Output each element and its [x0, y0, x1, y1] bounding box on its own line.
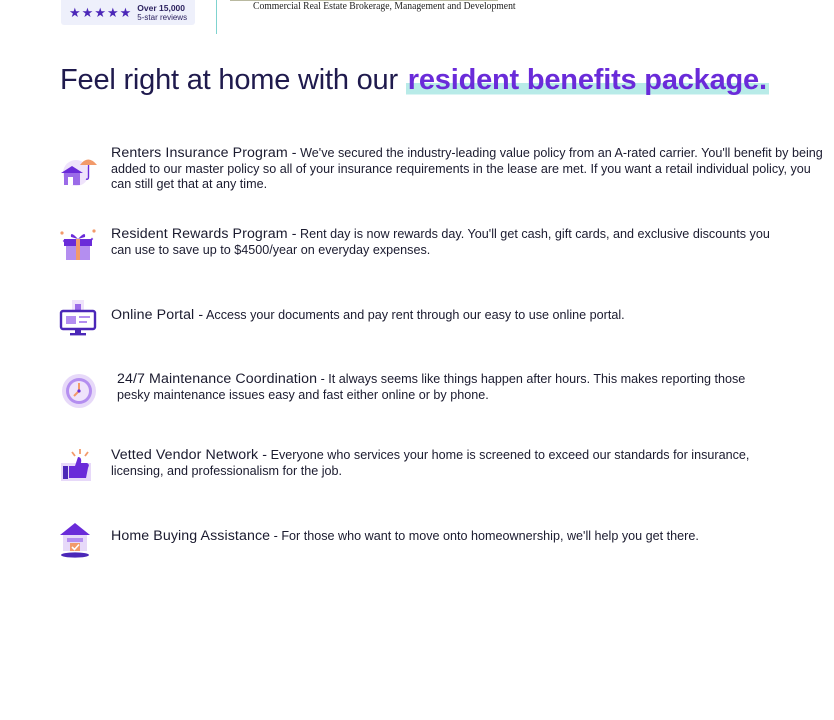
- rating-count: Over 15,000: [137, 2, 186, 13]
- rating-text: [137, 4, 187, 22]
- umbrella-house-icon: [58, 151, 96, 189]
- clock-icon: [58, 372, 96, 410]
- thumbs-up-icon: [58, 447, 96, 485]
- page-headline: [60, 64, 769, 97]
- star-icon: ★: [94, 5, 106, 20]
- benefit-title: Vetted Vendor Network -: [111, 447, 268, 463]
- star-rating: [69, 6, 131, 19]
- headline-highlight: resident benefits package.: [407, 64, 767, 96]
- brand-tagline: Commercial Real Estate Brokerage, Management and Development: [253, 1, 516, 12]
- star-icon: ★: [81, 5, 94, 20]
- star-icon: ★: [119, 5, 132, 20]
- home-check-icon: [58, 521, 96, 559]
- benefit-description: We've secured the industry-leading value policy from an A-rated carrier. You'll benefit by being added to our master policy so all of your insurance requirements in the lease are met. If you want a retail individual policy, you can still get that at any time.: [111, 146, 823, 191]
- headline-prefix: Feel right at home with our: [60, 64, 406, 96]
- benefit-description: Access your documents and pay rent through our easy to use online portal.: [203, 308, 625, 322]
- benefit-description: Rent day is now rewards day. You'll get cash, gift cards, and exclusive discounts you can use to save up to $4500/year on everyday expenses.: [111, 227, 770, 257]
- header-divider: [216, 0, 217, 34]
- top-bar: [0, 0, 834, 36]
- benefit-text: [111, 448, 751, 479]
- benefit-text: [111, 308, 771, 324]
- benefit-text: [111, 529, 811, 545]
- star-icon: ★: [106, 5, 119, 20]
- benefit-text: [111, 146, 823, 193]
- benefit-description: - It always seems like things happen after hours. This makes reporting those pesky maintenance issues easy and fast either online or by phone.: [117, 372, 746, 402]
- benefit-text: [111, 227, 771, 258]
- rating-badge[interactable]: [61, 0, 195, 25]
- benefit-title: Home Buying Assistance: [111, 528, 271, 544]
- monitor-portal-icon: [58, 299, 96, 337]
- benefit-title: Resident Rewards Program -: [111, 226, 297, 242]
- benefit-title: Online Portal -: [111, 307, 204, 323]
- benefit-description: Everyone who services your home is screened to exceed our standards for insurance, licensing, and professionalism for the job.: [111, 448, 750, 478]
- rating-label: 5-star reviews: [137, 12, 188, 22]
- gift-icon: [58, 227, 96, 265]
- benefit-text: [117, 372, 777, 403]
- benefit-title: Renters Insurance Program -: [111, 145, 297, 161]
- benefit-description: - For those who want to move onto homeownership, we'll help you get there.: [270, 529, 699, 543]
- benefit-title: 24/7 Maintenance Coordination: [117, 371, 318, 387]
- star-icon: ★: [69, 5, 81, 20]
